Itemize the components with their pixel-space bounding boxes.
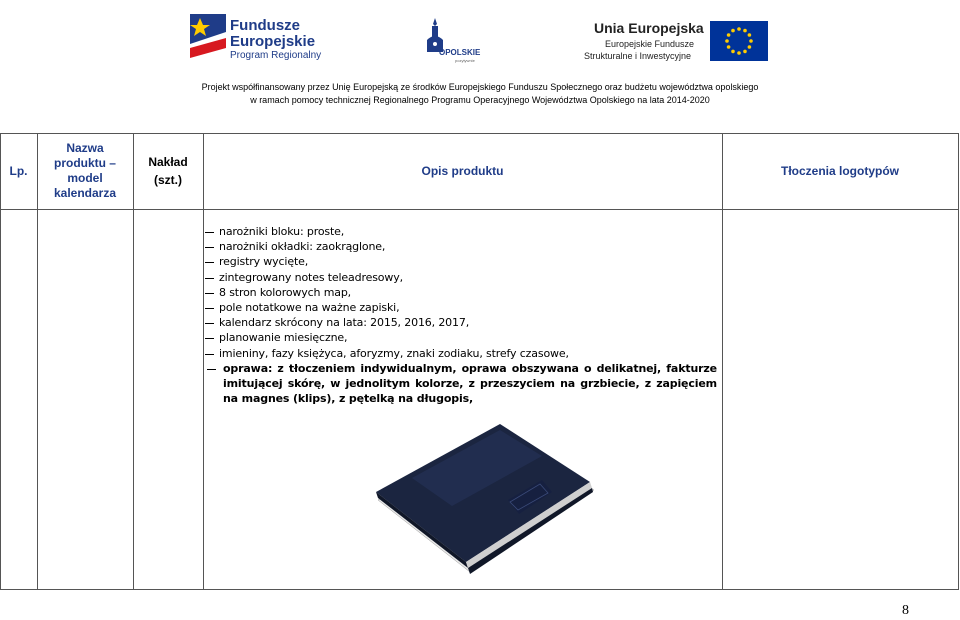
logo-fundusze-europejskie [190, 12, 320, 68]
logo-ue-line1: Europejskie Fundusze [605, 39, 695, 49]
description-item: planowanie miesięczne, [205, 330, 717, 345]
logo-opolskie-tagline: pozytywnie [455, 58, 475, 63]
notebook-product-image [372, 422, 596, 580]
logo-unia-europejska [584, 18, 774, 68]
logo-ue-line2: Strukturalne i Inwestycyjne [584, 51, 692, 61]
table-border-right [958, 133, 959, 590]
description-item: narożniki bloku: proste, [205, 224, 717, 239]
eu-flag-icon [710, 21, 768, 61]
logo-fe-title: Fundusze Europejskie [230, 17, 316, 50]
description-item: registry wycięte, [205, 254, 717, 269]
product-description [205, 224, 717, 406]
header-funding-line-1: Projekt współfinansowany przez Unię Europejską ze środków Europejskiego Funduszu Społecznego oraz budżetu województwa opolskiego [201, 82, 759, 92]
logo-fe-subtitle: Program Regionalny [230, 50, 322, 61]
header-opis-produktu: Opis produktu [421, 163, 504, 178]
table-border-bottom [0, 589, 959, 590]
description-item: 8 stron kolorowych map, [205, 285, 717, 300]
description-item: narożniki okładki: zaokrąglone, [205, 239, 717, 254]
header-product-name: Nazwa produktu – model kalendarza [53, 141, 117, 200]
table-header-divider [0, 209, 959, 210]
fundusze-flag-icon [190, 14, 226, 62]
logo-ue-title: Unia Europejska [594, 20, 704, 36]
header-tloczenia-logotypow: Tłoczenia logotypów [780, 163, 899, 178]
description-item: zintegrowany notes teleadresowy, [205, 270, 717, 285]
description-item: kalendarz skrócony na lata: 2015, 2016, 2017, [205, 315, 717, 330]
description-item: pole notatkowe na ważne zapiski, [205, 300, 717, 315]
logo-opolskie-text: OPOLSKIE [439, 48, 481, 57]
header-naklad: Nakład (szt.) [148, 154, 188, 187]
page-number: 8 [902, 603, 909, 618]
header-funding-line-2: w ramach pomocy technicznej Regionalnego Programu Operacyjnego Województwa Opolskiego na lata 2014-2020 [250, 95, 710, 105]
header-lp: Lp. [9, 163, 28, 178]
logo-opolskie [415, 18, 490, 66]
description-binding-item: oprawa: z tłoczeniem indywidualnym, oprawa obszywana o delikatnej, fakturze imitującej skórę, w jednolitym kolorze, z przeszyciem na grzbiecie, z zapięciem na magnes (klips), z pętelką na długopis, [205, 361, 717, 407]
description-item: imieniny, fazy księżyca, aforyzmy, znaki zodiaku, strefy czasowe, [205, 346, 717, 361]
